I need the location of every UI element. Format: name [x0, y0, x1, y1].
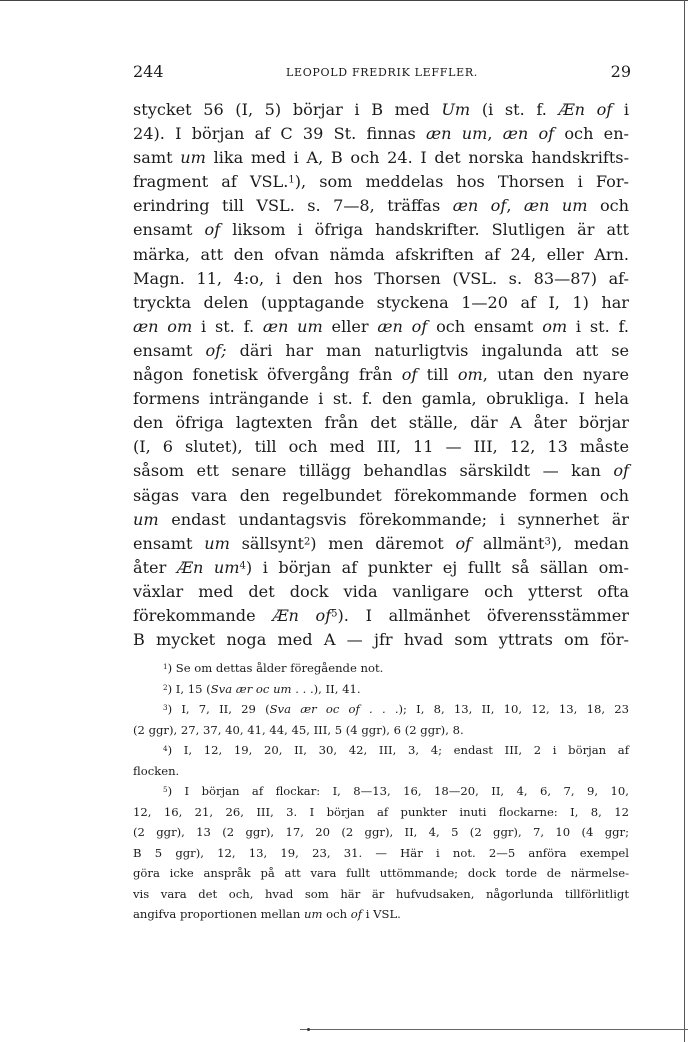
body-line: märka, att den ofvan nämda afskriften af 24, eller Arn. [133, 244, 629, 264]
body-line: såsom ett senare tillägg behandlas särskildt — kan of [133, 461, 629, 481]
body-line: samt um lika med i A, B och 24. I det norska handskrifts- [133, 148, 630, 168]
footnote-line: $^5$) I början af flockar: I, 8—13, 16, 18—20, II, 4, 6, 7, 9, 10, [163, 784, 629, 798]
body-line: formens inträngande i st. f. den gamla, obrukliga. I hela [133, 389, 629, 409]
footnote-line: angifva proportionen mellan um och of i VSL. [133, 907, 401, 921]
body-line: fragment af VSL.$^1$), som meddelas hos Thorsen i For- [133, 172, 629, 192]
body-line: ensamt of liksom i öfriga handskrifter. Slutligen är att [133, 220, 629, 240]
body-line: um endast undantagsvis förekommande; i synnerhet är [133, 509, 629, 529]
footnote-line: $^4$) I, 12, 19, 20, II, 30, 42, III, 3, 4; endast III, 2 i början af [163, 743, 629, 757]
body-text [133, 98, 629, 652]
page-header [133, 62, 631, 84]
body-line: tryckta delen (upptagande styckena 1—20 af I, 1) har [133, 292, 629, 312]
scan-dot [307, 1028, 310, 1031]
body-line: sägas vara den regelbundet förekommande formen och [133, 485, 629, 505]
scan-edge-bottom [300, 1029, 688, 1030]
body-line: 24). I början af C 39 St. finnas æn um, æn of och en- [133, 124, 629, 144]
footnote-line: 12, 16, 21, 26, III, 3. I början af punkter inuti flockarne: I, 8, 12 [133, 804, 629, 819]
body-line: stycket 56 (I, 5) börjar i B med Um (i st. f. Æn of i [133, 100, 629, 119]
body-line: B mycket noga med A — jfr hvad som yttrats om för- [133, 630, 629, 650]
footnotes [133, 658, 629, 925]
section-number: 29 [610, 62, 631, 81]
body-line: erindring till VSL. s. 7—8, träffas æn of, æn um och [133, 196, 630, 216]
scan-edge-top [0, 0, 688, 1]
footnote-line: B 5 ggr), 12, 13, 19, 23, 31. — Här i not. 2—5 anföra exempel [133, 845, 629, 860]
body-line: åter Æn $um^4$) i början af punkter ej fullt så sällan om- [133, 557, 629, 577]
footnote-line: $^3$) I, 7, II, 29 (Sva ær oc of . . .); I, 8, 13, II, 10, 12, 13, 18, 23 [163, 702, 629, 716]
body-line: växlar med det dock vida vanligare och ytterst ofta [133, 581, 629, 601]
footnote-line: vis vara det och, hvad som här är hufvudsaken, någorlunda tillförlitligt [133, 886, 629, 901]
body-line: den öfriga lagtexten från det ställe, där A åter börjar [133, 413, 629, 433]
body-line: ensamt um sällsynt$^2$) men däremot of allmänt$^3$), medan [133, 533, 629, 553]
body-line: ensamt of; däri har man naturligtvis ingalunda att se [133, 340, 629, 360]
footnote-line: göra icke anspråk på att vara fullt uttömmande; dock torde de närmelse- [133, 866, 629, 880]
running-head: LEOPOLD FREDRIK LEFFLER. [285, 66, 478, 79]
body-line: æn om i st. f. æn um eller æn of och ensamt om i st. f. [133, 316, 629, 336]
body-line: någon fonetisk öfvergång från of till om, utan den nyare [133, 365, 629, 385]
body-line: (I, 6 slutet), till och med III, 11 — III, 12, 13 måste [133, 437, 629, 457]
body-line: Magn. 11, 4:o, i den hos Thorsen (VSL. s. 83—87) af- [133, 268, 629, 288]
footnote-line: $^2$) I, 15 (Sva ær oc um . . .), II, 41. [163, 681, 361, 696]
body-line: förekommande Æn $of^5$). I allmänhet öfverensstämmer [133, 605, 629, 625]
page-number: 244 [133, 62, 164, 81]
footnote-line: (2 ggr), 27, 37, 40, 41, 44, 45, III, 5 (4 ggr), 6 (2 ggr), 8. [133, 722, 464, 737]
scan-edge-right [684, 0, 685, 1042]
footnote-line: flocken. [133, 763, 180, 778]
footnote-line: (2 ggr), 13 (2 ggr), 17, 20 (2 ggr), II, 4, 5 (2 ggr), 7, 10 (4 ggr; [133, 825, 629, 839]
footnote-line: $^1$) Se om dettas ålder föregående not. [163, 661, 384, 675]
